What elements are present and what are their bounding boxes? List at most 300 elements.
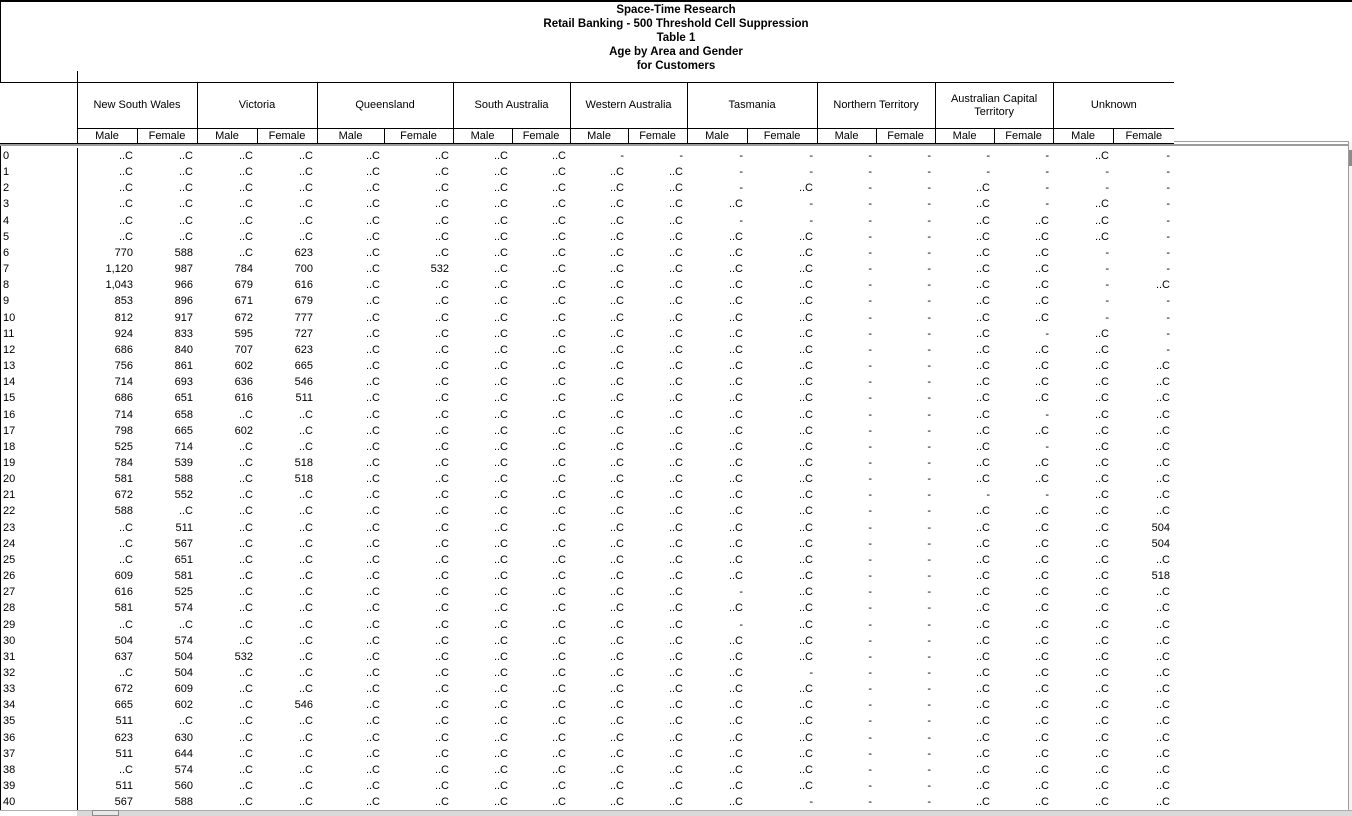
table-cell: ..C <box>365 505 380 518</box>
table-cell: ..C <box>975 376 990 389</box>
table-cell: ..C <box>1155 586 1170 599</box>
table-cell: 714 <box>174 440 193 453</box>
table-cell: ..C <box>493 747 508 760</box>
table-row <box>0 261 1174 277</box>
table-row <box>0 229 1174 245</box>
table-cell: ..C <box>609 521 624 534</box>
age-label: 36 <box>0 730 77 746</box>
table-cell: ..C <box>609 489 624 502</box>
table-cell: ..C <box>118 553 133 566</box>
table-cell: ..C <box>238 699 253 712</box>
table-cell: ..C <box>298 570 313 583</box>
table-row <box>0 148 1174 164</box>
table-cell: ..C <box>238 198 253 211</box>
table-cell: ..C <box>798 634 813 647</box>
table-cell: ..C <box>238 796 253 809</box>
table-cell: ..C <box>434 376 449 389</box>
table-cell: ..C <box>609 731 624 744</box>
table-cell: 637 <box>114 650 133 663</box>
table-cell: - <box>868 198 872 211</box>
table-cell: - <box>927 586 931 599</box>
table-row <box>0 568 1174 584</box>
table-cell: 693 <box>174 376 193 389</box>
table-row <box>0 520 1174 536</box>
data-table <box>0 148 1175 810</box>
table-cell: ..C <box>609 715 624 728</box>
table-cell: - <box>868 667 872 679</box>
table-cell: ..C <box>1034 279 1049 292</box>
table-cell: ..C <box>178 715 193 728</box>
table-cell: - <box>1045 489 1049 502</box>
table-cell: ..C <box>668 246 683 259</box>
table-cell: - <box>927 537 931 550</box>
table-cell: ..C <box>1094 796 1109 809</box>
table-cell: ..C <box>493 230 508 243</box>
table-cell: ..C <box>798 537 813 550</box>
area-header: New South Wales <box>77 83 197 129</box>
table-cell: - <box>868 780 872 793</box>
table-cell: ..C <box>298 214 313 227</box>
table-cell: ..C <box>798 424 813 437</box>
table-cell: 581 <box>114 473 133 486</box>
table-cell: ..C <box>668 683 683 696</box>
table-cell: ..C <box>551 246 566 259</box>
table-cell: - <box>868 343 872 356</box>
table-cell: ..C <box>798 489 813 502</box>
table-cell: ..C <box>1094 683 1109 696</box>
table-cell: - <box>620 150 624 162</box>
table-cell: ..C <box>668 440 683 453</box>
table-cell: ..C <box>1034 214 1049 227</box>
table-cell: ..C <box>434 796 449 809</box>
table-cell: ..C <box>238 150 253 162</box>
table-cell: ..C <box>365 699 380 712</box>
window-top-border <box>0 0 1352 2</box>
table-cell: ..C <box>365 796 380 809</box>
table-cell: ..C <box>1034 537 1049 550</box>
title-dataset: Retail Banking - 500 Threshold Cell Suppression <box>543 18 809 30</box>
table-cell: ..C <box>298 440 313 453</box>
table-cell: ..C <box>238 570 253 583</box>
table-cell: ..C <box>668 553 683 566</box>
table-cell: ..C <box>493 166 508 179</box>
table-cell: - <box>1045 440 1049 453</box>
table-cell: ..C <box>298 715 313 728</box>
table-cell: 756 <box>114 360 133 373</box>
table-cell: ..C <box>1034 747 1049 760</box>
table-cell: ..C <box>1094 505 1109 518</box>
table-cell: ..C <box>298 408 313 421</box>
table-cell: ..C <box>493 731 508 744</box>
table-cell: 812 <box>114 311 133 324</box>
table-cell: ..C <box>728 634 743 647</box>
table-cell: ..C <box>551 473 566 486</box>
table-cell: ..C <box>668 198 683 211</box>
table-cell: - <box>739 182 743 195</box>
table-cell: ..C <box>1155 473 1170 486</box>
table-row <box>0 633 1174 649</box>
table-cell: ..C <box>493 521 508 534</box>
table-cell: ..C <box>1155 440 1170 453</box>
table-cell: ..C <box>975 731 990 744</box>
table-cell: ..C <box>975 796 990 809</box>
table-cell: 588 <box>174 246 193 259</box>
table-cell: 665 <box>174 424 193 437</box>
frozen-pane-divider <box>0 144 1348 146</box>
table-cell: ..C <box>493 634 508 647</box>
table-cell: ..C <box>551 376 566 389</box>
age-label: 10 <box>0 310 77 326</box>
horizontal-scrollbar-thumb[interactable] <box>92 810 119 816</box>
table-cell: ..C <box>178 150 193 162</box>
table-cell: ..C <box>298 586 313 599</box>
table-cell: ..C <box>434 683 449 696</box>
table-cell: ..C <box>1094 586 1109 599</box>
table-cell: ..C <box>609 683 624 696</box>
table-cell: 679 <box>294 295 313 308</box>
table-cell: ..C <box>1155 780 1170 793</box>
table-cell: - <box>868 311 872 324</box>
table-cell: ..C <box>609 553 624 566</box>
table-cell: ..C <box>975 505 990 518</box>
table-cell: ..C <box>493 570 508 583</box>
table-cell: - <box>1166 150 1170 162</box>
gender-header: Female <box>512 129 570 144</box>
table-cell: ..C <box>975 279 990 292</box>
table-cell: ..C <box>365 715 380 728</box>
table-cell: ..C <box>493 311 508 324</box>
table-cell: ..C <box>609 618 624 631</box>
table-cell: ..C <box>609 699 624 712</box>
table-cell: 581 <box>114 602 133 615</box>
table-cell: ..C <box>434 521 449 534</box>
table-cell: ..C <box>609 214 624 227</box>
table-cell: ..C <box>434 489 449 502</box>
table-cell: - <box>1166 295 1170 308</box>
table-cell: ..C <box>798 295 813 308</box>
table-cell: ..C <box>668 311 683 324</box>
age-label: 7 <box>0 261 77 277</box>
table-cell: 532 <box>234 650 253 663</box>
table-cell: - <box>927 263 931 276</box>
table-row <box>0 487 1174 503</box>
table-cell: 707 <box>234 343 253 356</box>
table-cell: ..C <box>365 376 380 389</box>
table-cell: ..C <box>668 343 683 356</box>
table-cell: ..C <box>668 408 683 421</box>
table-cell: ..C <box>365 360 380 373</box>
table-cell: - <box>927 602 931 615</box>
table-cell: ..C <box>798 343 813 356</box>
table-cell: ..C <box>1155 408 1170 421</box>
table-cell: - <box>927 246 931 259</box>
table-cell: - <box>739 214 743 227</box>
table-cell: ..C <box>551 731 566 744</box>
table-cell: ..C <box>434 780 449 793</box>
table-cell: ..C <box>298 634 313 647</box>
table-cell: ..C <box>551 360 566 373</box>
table-cell: ..C <box>238 731 253 744</box>
table-cell: ..C <box>609 166 624 179</box>
table-cell: ..C <box>798 586 813 599</box>
table-cell: - <box>927 295 931 308</box>
table-cell: ..C <box>1034 602 1049 615</box>
table-cell: - <box>868 166 872 179</box>
age-label: 3 <box>0 196 77 212</box>
table-row <box>0 536 1174 552</box>
table-cell: ..C <box>551 780 566 793</box>
table-cell: ..C <box>975 618 990 631</box>
table-cell: ..C <box>728 343 743 356</box>
table-cell: - <box>927 166 931 179</box>
age-label: 1 <box>0 164 77 180</box>
table-cell: - <box>1166 230 1170 243</box>
table-cell: ..C <box>493 295 508 308</box>
table-cell: ..C <box>609 796 624 809</box>
table-cell: ..C <box>609 570 624 583</box>
table-cell: - <box>927 230 931 243</box>
table-cell: ..C <box>118 150 133 162</box>
table-cell: ..C <box>798 683 813 696</box>
table-cell: ..C <box>298 553 313 566</box>
table-cell: ..C <box>1155 747 1170 760</box>
table-cell: ..C <box>1034 699 1049 712</box>
gender-header: Male <box>77 129 137 144</box>
table-cell: ..C <box>798 311 813 324</box>
table-cell: 518 <box>1151 570 1170 583</box>
table-cell: 672 <box>114 489 133 502</box>
table-cell: 609 <box>114 570 133 583</box>
table-row <box>0 778 1174 794</box>
table-cell: ..C <box>668 279 683 292</box>
table-cell: ..C <box>1034 553 1049 566</box>
table-cell: ..C <box>493 198 508 211</box>
table-cell: ..C <box>493 473 508 486</box>
table-cell: 595 <box>234 327 253 340</box>
table-cell: ..C <box>1094 440 1109 453</box>
table-cell: ..C <box>1034 473 1049 486</box>
table-cell: ..C <box>1094 408 1109 421</box>
table-cell: ..C <box>798 230 813 243</box>
table-cell: ..C <box>668 731 683 744</box>
table-cell: ..C <box>728 408 743 421</box>
table-cell: - <box>868 150 872 162</box>
table-cell: ..C <box>1155 376 1170 389</box>
table-cell: ..C <box>238 456 253 469</box>
age-label: 8 <box>0 277 77 293</box>
table-cell: 511 <box>175 521 193 534</box>
table-cell: 644 <box>174 747 193 760</box>
age-label: 15 <box>0 390 77 406</box>
table-cell: ..C <box>798 360 813 373</box>
table-row <box>0 455 1174 471</box>
table-cell: ..C <box>1034 343 1049 356</box>
table-cell: ..C <box>298 602 313 615</box>
table-cell: ..C <box>365 440 380 453</box>
table-cell: - <box>1166 198 1170 211</box>
table-cell: ..C <box>365 667 380 679</box>
table-cell: 616 <box>114 586 133 599</box>
table-cell: ..C <box>551 263 566 276</box>
table-cell: ..C <box>551 602 566 615</box>
table-cell: - <box>1105 279 1109 292</box>
table-cell: - <box>986 150 990 162</box>
table-cell: ..C <box>609 311 624 324</box>
table-cell: - <box>927 634 931 647</box>
table-cell: ..C <box>975 747 990 760</box>
age-label: 27 <box>0 584 77 600</box>
table-cell: ..C <box>434 456 449 469</box>
table-cell: - <box>809 198 813 211</box>
table-cell: ..C <box>493 667 508 679</box>
table-cell: ..C <box>493 440 508 453</box>
table-cell: ..C <box>1155 392 1170 405</box>
gender-header: Female <box>876 129 935 144</box>
table-cell: ..C <box>551 230 566 243</box>
table-cell: ..C <box>1094 327 1109 340</box>
table-cell: ..C <box>668 747 683 760</box>
table-cell: 917 <box>174 311 193 324</box>
table-cell: ..C <box>434 650 449 663</box>
table-cell: ..C <box>728 295 743 308</box>
table-cell: ..C <box>975 263 990 276</box>
table-cell: ..C <box>1094 553 1109 566</box>
table-cell: ..C <box>365 650 380 663</box>
table-cell: ..C <box>434 537 449 550</box>
age-label: 38 <box>0 762 77 778</box>
table-cell: ..C <box>1034 376 1049 389</box>
table-cell: - <box>1045 408 1049 421</box>
horizontal-scrollbar-track[interactable] <box>77 811 1352 816</box>
table-cell: ..C <box>668 489 683 502</box>
table-cell: 840 <box>174 343 193 356</box>
table-row <box>0 164 1174 180</box>
table-cell: ..C <box>728 650 743 663</box>
table-cell: ..C <box>1034 230 1049 243</box>
table-cell: - <box>868 747 872 760</box>
table-cell: ..C <box>609 392 624 405</box>
table-cell: ..C <box>118 763 133 776</box>
table-cell: ..C <box>1034 763 1049 776</box>
table-cell: ..C <box>668 456 683 469</box>
table-cell: - <box>868 327 872 340</box>
table-cell: 853 <box>114 295 133 308</box>
table-cell: - <box>927 279 931 292</box>
table-cell: 616 <box>294 279 313 292</box>
table-cell: ..C <box>365 327 380 340</box>
table-cell: ..C <box>434 424 449 437</box>
table-cell: ..C <box>728 246 743 259</box>
table-cell: 714 <box>114 376 133 389</box>
table-cell: ..C <box>1094 570 1109 583</box>
table-cell: ..C <box>178 166 193 179</box>
table-cell: - <box>1166 327 1170 340</box>
table-cell: - <box>868 586 872 599</box>
table-cell: ..C <box>493 279 508 292</box>
table-cell: ..C <box>434 586 449 599</box>
table-cell: 609 <box>174 683 193 696</box>
table-cell: ..C <box>609 424 624 437</box>
table-cell: ..C <box>365 343 380 356</box>
table-cell: ..C <box>551 295 566 308</box>
table-cell: ..C <box>365 279 380 292</box>
table-cell: ..C <box>609 602 624 615</box>
table-cell: ..C <box>1034 505 1049 518</box>
table-cell: 511 <box>115 780 133 793</box>
table-cell: ..C <box>365 489 380 502</box>
table-cell: ..C <box>434 440 449 453</box>
table-row <box>0 277 1174 293</box>
table-cell: 671 <box>234 295 253 308</box>
vertical-scrollbar-topline <box>1174 141 1349 142</box>
table-cell: ..C <box>798 473 813 486</box>
age-label: 2 <box>0 180 77 196</box>
table-cell: ..C <box>493 424 508 437</box>
table-cell: 602 <box>234 360 253 373</box>
table-cell: ..C <box>298 780 313 793</box>
table-cell: ..C <box>298 747 313 760</box>
age-label: 23 <box>0 520 77 536</box>
table-cell: ..C <box>1034 360 1049 373</box>
table-cell: ..C <box>118 618 133 631</box>
table-cell: ..C <box>493 586 508 599</box>
table-cell: - <box>868 440 872 453</box>
table-row <box>0 794 1174 810</box>
table-cell: ..C <box>551 537 566 550</box>
table-cell: - <box>927 150 931 162</box>
table-cell: ..C <box>493 796 508 809</box>
table-cell: ..C <box>551 392 566 405</box>
table-cell: ..C <box>118 182 133 195</box>
table-cell: ..C <box>1094 537 1109 550</box>
table-cell: ..C <box>668 618 683 631</box>
table-cell: ..C <box>1094 489 1109 502</box>
table-cell: ..C <box>1034 311 1049 324</box>
table-cell: 560 <box>174 780 193 793</box>
table-cell: ..C <box>668 521 683 534</box>
table-cell: ..C <box>975 230 990 243</box>
table-cell: ..C <box>1034 683 1049 696</box>
table-cell: ..C <box>728 796 743 809</box>
age-label: 31 <box>0 649 77 665</box>
area-header: Victoria <box>197 83 317 129</box>
table-cell: ..C <box>1034 263 1049 276</box>
table-cell: ..C <box>551 667 566 679</box>
table-cell: ..C <box>609 327 624 340</box>
table-cell: ..C <box>434 667 449 679</box>
age-label: 14 <box>0 374 77 390</box>
table-cell: 679 <box>234 279 253 292</box>
table-cell: - <box>927 376 931 389</box>
table-cell: ..C <box>238 602 253 615</box>
table-cell: ..C <box>551 586 566 599</box>
table-cell: ..C <box>728 311 743 324</box>
table-cell: - <box>868 553 872 566</box>
table-cell: 966 <box>174 279 193 292</box>
table-cell: ..C <box>551 715 566 728</box>
table-cell: ..C <box>238 230 253 243</box>
table-cell: ..C <box>668 715 683 728</box>
age-label: 6 <box>0 245 77 261</box>
table-cell: ..C <box>238 747 253 760</box>
table-row <box>0 762 1174 778</box>
age-label: 34 <box>0 697 77 713</box>
age-label: 9 <box>0 293 77 309</box>
table-cell: ..C <box>609 376 624 389</box>
table-cell: ..C <box>798 279 813 292</box>
table-cell: ..C <box>1034 731 1049 744</box>
table-cell: ..C <box>551 408 566 421</box>
